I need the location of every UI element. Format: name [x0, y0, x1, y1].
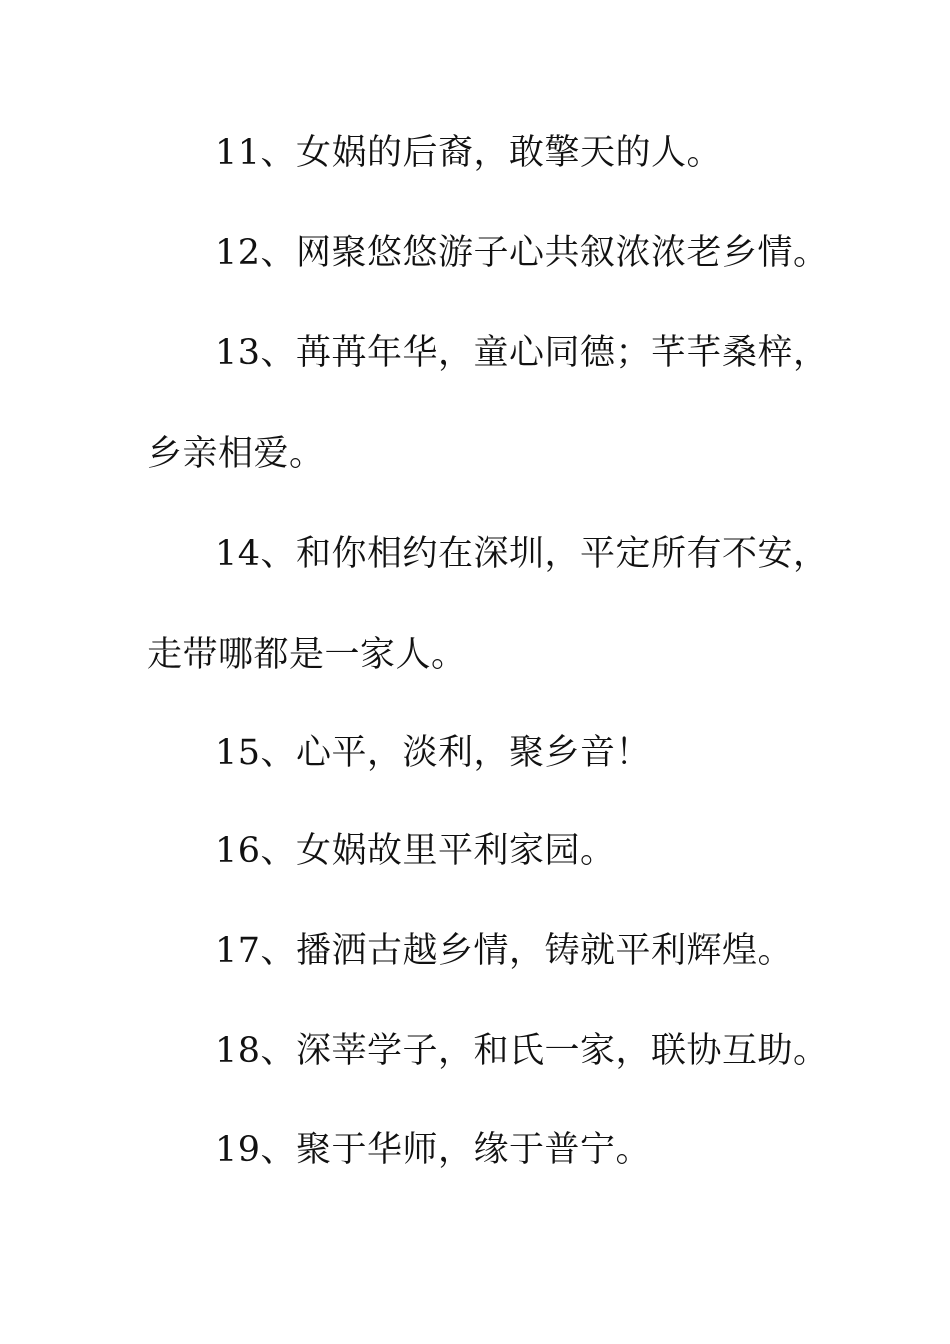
- slogan-11: 11、女娲的后裔，敢擎天的人。: [215, 133, 723, 173]
- slogan-19: 19、聚于华师，缘于普宁。: [215, 1130, 652, 1170]
- slogan-13-line-1: 13、苒苒年华，童心同德；芊芊桑梓，: [215, 333, 829, 373]
- slogan-15: 15、心平，淡利，聚乡音！: [215, 733, 652, 773]
- slogan-14-line-2: 走带哪都是一家人。: [147, 635, 467, 675]
- slogan-13-line-2: 乡亲相爱。: [147, 434, 325, 474]
- slogan-12: 12、网聚悠悠游子心共叙浓浓老乡情。: [215, 233, 829, 273]
- slogan-14-line-1: 14、和你相约在深圳，平定所有不安，: [215, 534, 829, 574]
- slogan-16: 16、女娲故里平利家园。: [215, 831, 616, 871]
- slogan-18: 18、深莘学子，和氏一家，联协互助。: [215, 1031, 829, 1071]
- slogan-17: 17、播洒古越乡情，铸就平利辉煌。: [215, 931, 794, 971]
